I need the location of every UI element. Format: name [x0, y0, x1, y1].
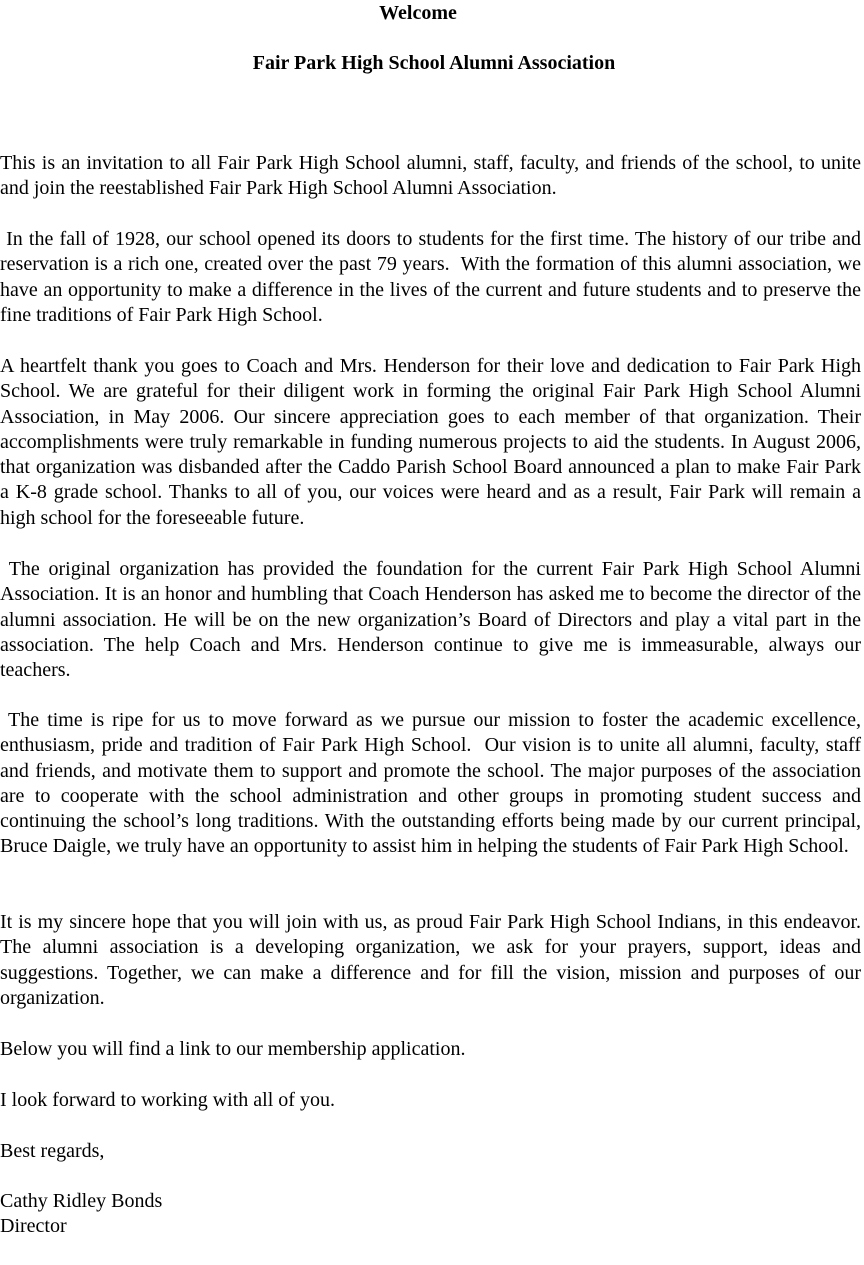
paragraph-membership-link: Below you will find a link to our membership application.: [0, 1038, 466, 1060]
paragraph-hope: It is my sincere hope that you will join with us, as proud Fair Park High School Indians, in this endeavor. The alumni association is a developing organization, we ask for your prayers, support, ideas and suggestions. Together, we can make a difference and for fill the vision, mission and purposes of our organization.: [0, 911, 861, 1009]
paragraph-thanks: A heartfelt thank you goes to Coach and Mrs. Henderson for their love and dedication to Fair Park High School. We are grateful for their diligent work in forming the original Fair Park High School Alumni Association, in May 2006. Our sincere appreciation goes to each member of that organization. Their accomplishments were truly remarkable in funding numerous projects to aid the students. In August 2006, that organization was disbanded after the Caddo Parish School Board announced a plan to make Fair Park a K-8 grade school. Thanks to all of you, our voices were heard and as a result, Fair Park will remain a high school for the foreseeable future.: [0, 355, 861, 529]
paragraph-closing: Best regards,: [0, 1140, 105, 1162]
paragraph-look-forward: I look forward to working with all of you.: [0, 1089, 335, 1111]
paragraph-mission: The time is ripe for us to move forward as we pursue our mission to foster the academic excellence, enthusiasm, pride and tradition of Fair Park High School. Our vision is to unite all alumni, faculty, staff and friends, and motivate them to support and promote the school. The major purposes of the association are to cooperate with the school administration and other groups in promoting student success and continuing the school’s long traditions. With the outstanding efforts being made by our current principal, Bruce Daigle, we truly have an opportunity to assist him in helping the students of Fair Park High School.: [0, 709, 861, 858]
signature-name: Cathy Ridley Bonds: [0, 1190, 163, 1212]
paragraph-foundation: The original organization has provided the foundation for the current Fair Park High School Alumni Association. It is an honor and humbling that Coach Henderson has asked me to become the director of the alumni association. He will be on the new organization’s Board of Directors and play a vital part in the association. The help Coach and Mrs. Henderson continue to give me is immeasurable, always our teachers.: [0, 558, 861, 682]
paragraph-invitation: This is an invitation to all Fair Park High School alumni, staff, faculty, and friends of the school, to unite and join the reestablished Fair Park High School Alumni Association.: [0, 152, 861, 200]
heading-association: Fair Park High School Alumni Association: [252, 52, 616, 74]
signature-title: Director: [0, 1215, 67, 1237]
paragraph-history: In the fall of 1928, our school opened its doors to students for the first time. The history of our tribe and reservation is a rich one, created over the past 79 years. With the formation of this alumni association, we have an opportunity to make a difference in the lives of the current and future students and to preserve the fine traditions of Fair Park High School.: [0, 228, 861, 326]
heading-welcome: Welcome: [379, 2, 457, 24]
